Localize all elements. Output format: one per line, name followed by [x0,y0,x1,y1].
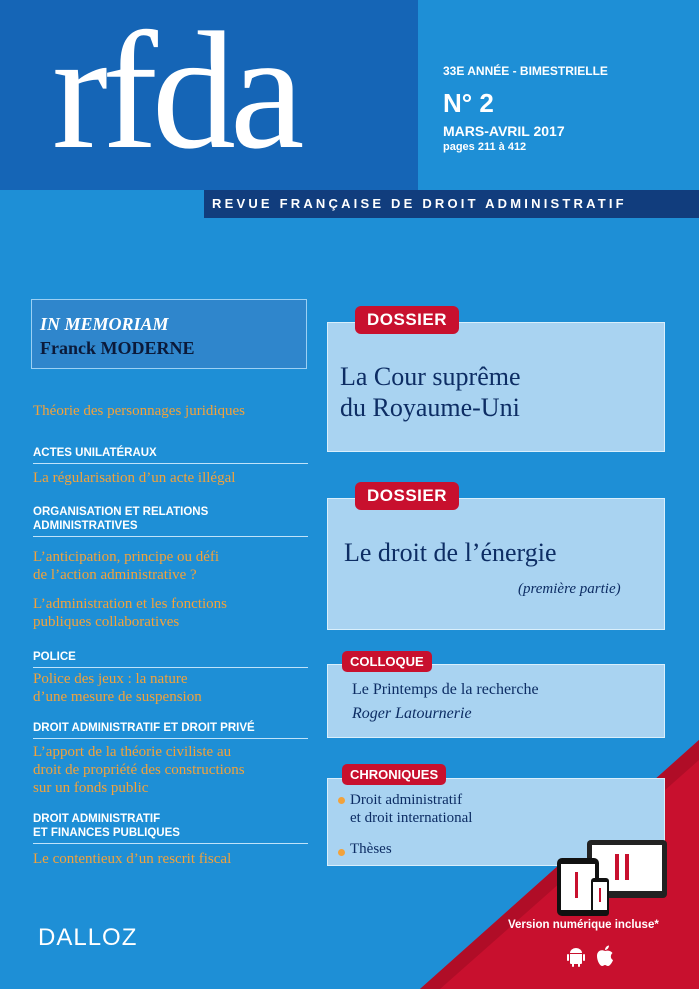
issue-info [443,64,608,153]
apple-icon [595,944,615,968]
article-line: de l’action administrative ? [33,567,197,583]
colloque-subtitle: Roger Latournerie [352,705,472,722]
dossier-box-uk-court [327,322,665,452]
in-memoriam-box [31,299,307,369]
article-line: L’anticipation, principe ou défi [33,549,220,565]
chronique-item [350,791,472,827]
chroniques-label: CHRONIQUES [342,764,446,785]
section-heading [33,812,308,844]
section-heading: POLICE [33,650,308,668]
colloque-title: Le Printemps de la recherche [352,681,539,698]
dossier-subtitle: (première partie) [518,581,621,597]
article-title: Le contentieux d’un rescrit fiscal [33,851,232,867]
reference-code [0,49,43,71]
dossier-box-energy [327,498,665,630]
section-heading: ACTES UNILATÉRAUX [33,446,308,464]
journal-subtitle: REVUE FRANÇAISE DE DROIT ADMINISTRATIF [204,190,699,218]
dossier-label: DOSSIER [355,482,459,510]
chronique-item: Thèses [350,841,392,857]
colloque-label: COLLOQUE [342,651,432,672]
issue-pages: pages 211 à 412 [443,141,527,153]
article-line: droit de propriété des constructions [33,762,245,778]
memoriam-title: IN MEMORIAM [40,314,169,334]
dossier-title-line: La Cour suprême [340,362,521,391]
year-line: 33E ANNÉE - BIMESTRIELLE [443,64,608,78]
article-title [33,670,313,706]
header [0,0,699,190]
colloque-box [327,664,665,738]
article-title: La régularisation d’un acte illégal [33,470,236,486]
dossier-title-line: du Royaume-Uni [340,393,520,422]
article-line: Police des jeux : la nature [33,671,188,687]
article-line: d’une mesure de suspension [33,689,202,705]
section-heading-line: ORGANISATION ET RELATIONS [33,506,209,518]
issue-number: N° 2 [443,88,494,118]
dalloz-logo: DALLOZ [38,924,138,951]
dossier-title [340,361,521,423]
rfda-logo: rfda [52,0,299,184]
article-line: L’apport de la théorie civiliste au [33,744,232,760]
dossier-label: DOSSIER [355,306,459,334]
article-title [33,595,313,631]
android-icon [566,946,586,968]
article-line: L’administration et les fonctions [33,596,227,612]
section-heading: DROIT ADMINISTRATIF ET DROIT PRIVÉ [33,721,308,739]
devices-icon [553,836,673,918]
section-heading-line: ADMINISTRATIVES [33,520,138,532]
issue-date: MARS-AVRIL 2017 [443,123,565,139]
memoriam-name: Franck MODERNE [40,338,195,358]
bullet-icon [338,797,345,804]
dossier-title: Le droit de l’énergie [344,538,557,567]
chronique-line: et droit international [350,810,473,826]
chronique-line: Droit administratif [350,792,463,808]
article-line: sur un fonds public [33,780,149,796]
article-line: publiques collaboratives [33,614,180,630]
article-title [33,743,313,797]
article-title [33,548,313,584]
theory-article: Théorie des personnages juridiques [33,403,246,419]
digital-version-note: Version numérique incluse* [508,919,659,931]
section-heading [33,505,308,537]
section-heading-line: DROIT ADMINISTRATIF [33,813,161,825]
bullet-icon [338,849,345,856]
section-heading-line: ET FINANCES PUBLIQUES [33,827,180,839]
